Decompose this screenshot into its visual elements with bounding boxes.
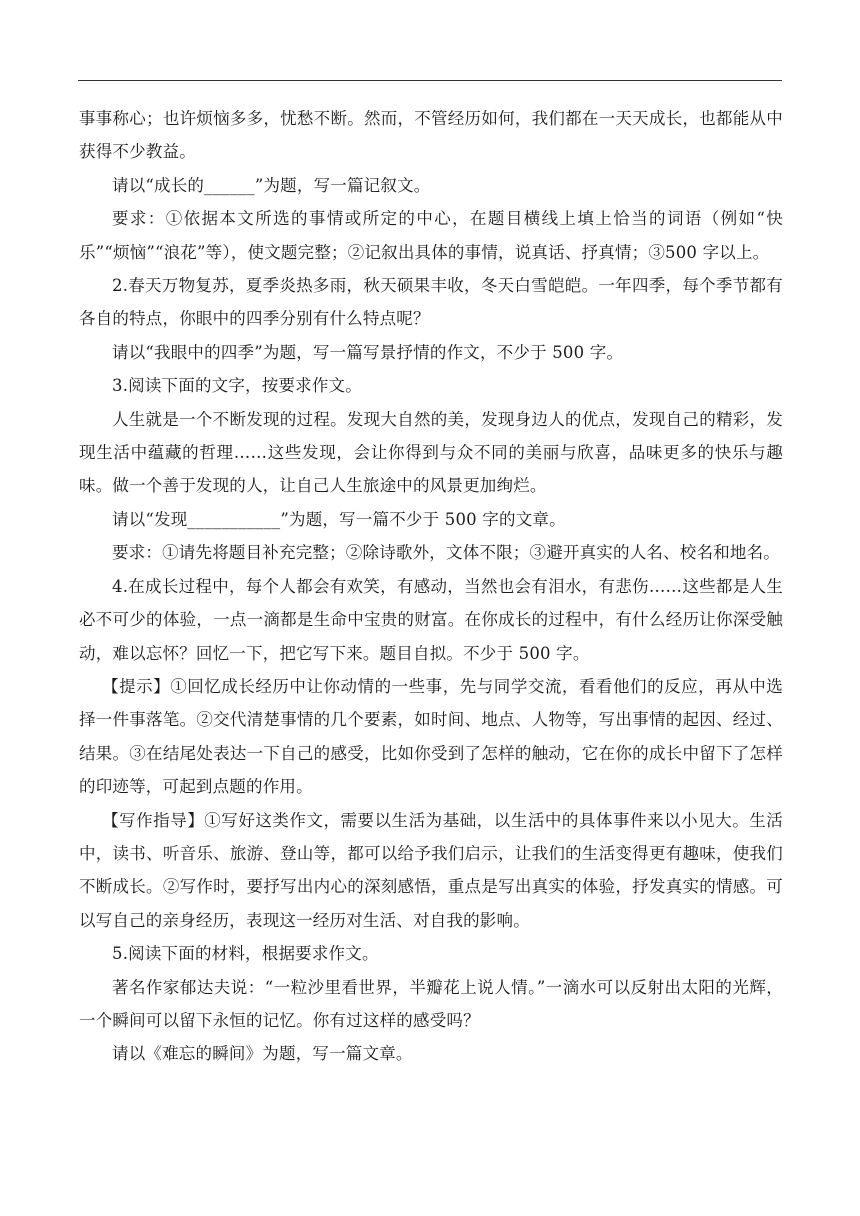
paragraph-hint: 【提示】①回忆成长经历中让你动情的一些事，先与同学交流，看看他们的反应，再从中选择一件事落笔。②交代清楚事情的几个要素，如时间、地点、人物等，写出事情的起因、经过、结果。③在结尾处表达一下自己的感受，比如你受到了怎样的触动，它在你的成长中留下了怎样的印迹等，可起到点题的作用。 bbox=[79, 676, 783, 797]
paragraph-prompt-3: 请以“发现___________”为题，写一篇不少于 500 字的文章。 bbox=[112, 509, 566, 529]
paragraph-question-3: 3.阅读下面的文字，按要求作文。 bbox=[112, 376, 362, 396]
paragraph-question-2: 2.春天万物复苏，夏季炎热多雨，秋天硕果丰收，冬天白雪皑皑。一年四季，每个季节都有各自的特点，你眼中的四季分别有什么特点呢？ bbox=[79, 276, 783, 329]
document-body bbox=[79, 102, 783, 1071]
header-rule bbox=[78, 80, 782, 81]
paragraph-prompt-1: 请以“成长的______”为题，写一篇记叙文。 bbox=[112, 175, 431, 195]
paragraph-material-3: 人生就是一个不断发现的过程。发现大自然的美，发现身边人的优点，发现自己的精彩，发现生活中蕴藏的哲理……这些发现，会让你得到与众不同的美丽与欣喜，品味更多的快乐与趣味。做一个善于发现的人，让自己人生旅途中的风景更加绚烂。 bbox=[79, 409, 783, 496]
paragraph-prompt-2: 请以“我眼中的四季”为题，写一篇写景抒情的作文，不少于 500 字。 bbox=[112, 342, 624, 362]
paragraph-question-5: 5.阅读下面的材料，根据要求作文。 bbox=[112, 944, 379, 964]
paragraph-material-5: 著名作家郁达夫说：“一粒沙里看世界，半瓣花上说人情。”一滴水可以反射出太阳的光辉，一个瞬间可以留下永恒的记忆。你有过这样的感受吗？ bbox=[79, 977, 783, 1030]
paragraph-requirements-3: 要求：①请先将题目补充完整；②除诗歌外，文体不限；③避开真实的人名、校名和地名。 bbox=[112, 543, 780, 563]
paragraph-requirements-1: 要求：①依据本文所选的事情或所定的中心，在题目横线上填上恰当的词语（例如“快乐”“烦恼”“浪花”等），使文题完整；②记叙出具体的事情，说真话、抒真情；③500 字以上。 bbox=[79, 209, 783, 262]
paragraph-writing-guide: 【写作指导】①写好这类作文，需要以生活为基础，以生活中的具体事件来以小见大。生活中，读书、听音乐、旅游、登山等，都可以给予我们启示，让我们的生活变得更有趣味，使我们不断成长。②写作时，要抒写出内心的深刻感悟，重点是写出真实的体验，抒发真实的情感。可以写自己的亲身经历，表现这一经历对生活、对自我的影响。 bbox=[79, 810, 783, 930]
paragraph-prompt-5: 请以《难忘的瞬间》为题，写一篇文章。 bbox=[112, 1044, 413, 1064]
paragraph-continuation: 事事称心；也许烦恼多多，忧愁不断。然而，不管经历如何，我们都在一天天成长，也都能从中获得不少教益。 bbox=[79, 109, 783, 162]
paragraph-question-4: 4.在成长过程中，每个人都会有欢笑，有感动，当然也会有泪水，有悲伤……这些都是人生必不可少的体验，一点一滴都是生命中宝贵的财富。在你成长的过程中，有什么经历让你深受触动，难以忘怀？回忆一下，把它写下来。题目自拟。不少于 500 字。 bbox=[79, 576, 783, 663]
